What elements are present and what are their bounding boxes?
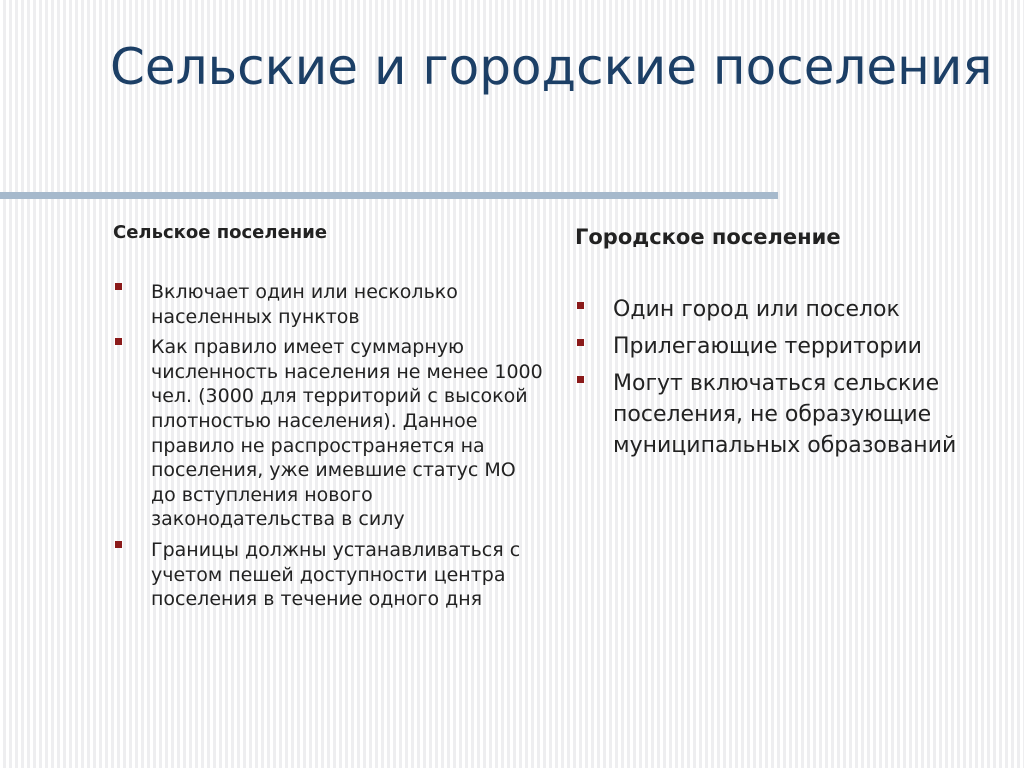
urban-settlement-list — [575, 294, 1000, 461]
list-item — [113, 335, 543, 532]
square-bullet-icon — [115, 541, 122, 548]
list-item-text: Могут включаться сельские поселения, не образующие муниципальных образований — [613, 371, 957, 458]
rural-settlement-column — [113, 222, 543, 618]
list-item — [113, 538, 543, 612]
list-item-text: Один город или поселок — [613, 297, 900, 322]
list-item-text: Границы должны устанавливаться с учетом пешей доступности центра поселения в течение одного дня — [151, 538, 521, 611]
urban-settlement-column — [575, 224, 1000, 467]
list-item — [113, 280, 543, 329]
list-item-text: Включает один или несколько населенных пунктов — [151, 281, 458, 328]
square-bullet-icon — [577, 376, 584, 383]
list-item — [575, 294, 1000, 325]
rural-settlement-list — [113, 280, 543, 612]
list-item — [575, 368, 1000, 461]
square-bullet-icon — [577, 339, 584, 346]
square-bullet-icon — [577, 302, 584, 309]
square-bullet-icon — [115, 338, 122, 345]
slide-title: Сельские и городские поселения — [110, 38, 993, 96]
list-item — [575, 331, 1000, 362]
title-underline — [0, 192, 778, 199]
urban-settlement-heading: Городское поселение — [575, 225, 841, 249]
rural-settlement-heading: Сельское поселение — [113, 222, 328, 243]
list-item-text: Прилегающие территории — [613, 334, 922, 359]
list-item-text: Как правило имеет суммарную численность населения не менее 1000 чел. (3000 для территорий с высокой плотностью населения). Данное правило не распространяется на поселения, уже имевшие статус МО до вступления нового законодательства в силу — [151, 336, 543, 531]
square-bullet-icon — [115, 283, 122, 290]
